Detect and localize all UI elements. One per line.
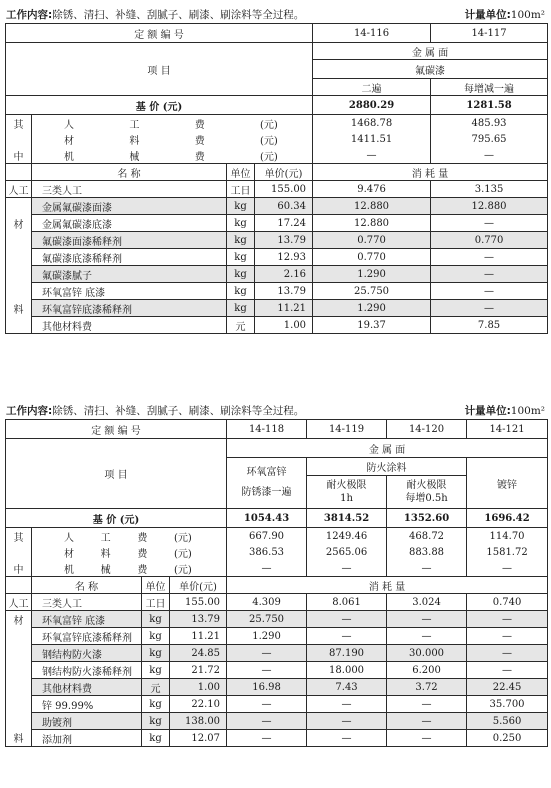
row-price: 21.72: [170, 662, 227, 679]
labor-group-label: 人工: [6, 594, 32, 611]
quota-table-2: [5, 419, 548, 747]
row-value: 9.476: [313, 181, 431, 198]
group-qi: 其: [6, 115, 32, 132]
material-cost-row: 材 料 费 (元) 386.53 2565.06 883.88 1581.72: [6, 544, 548, 560]
row-price: 22.10: [170, 696, 227, 713]
row-value: —: [227, 730, 307, 747]
material-row: [6, 215, 548, 232]
row-price: 2.16: [255, 266, 313, 283]
row-value: 1.290: [227, 628, 307, 645]
row-value: 22.45: [467, 679, 548, 696]
row-value: —: [431, 300, 548, 317]
base-price-value: 3814.52: [307, 509, 387, 528]
item-label: 项 目: [6, 43, 313, 96]
row-unit: 工日: [142, 594, 170, 611]
quota-number-label: 定 额 编 号: [6, 420, 227, 439]
fire-b-line1: 耐火极限: [406, 480, 447, 492]
row-value: 18.000: [307, 662, 387, 679]
material-cost-value: 795.65: [431, 131, 548, 147]
labor-row: [6, 594, 548, 611]
row-value: 5.560: [467, 713, 548, 730]
work-content-label: 工作内容:: [6, 405, 53, 417]
base-price-row: [6, 509, 548, 528]
col-unit-header: 单位: [142, 577, 170, 594]
material-row: [6, 232, 548, 249]
row-name: 氟碳漆腻子: [32, 266, 227, 283]
row-name: 添加剂: [32, 730, 142, 747]
machine-cost-value: —: [431, 147, 548, 164]
col-price-header: 单价(元): [255, 164, 313, 181]
galv-label: 镀锌: [467, 458, 548, 509]
quota-code: 14-118: [227, 420, 307, 439]
row-name: 助镀剂: [32, 713, 142, 730]
row-value: 0.740: [467, 594, 548, 611]
row-value: 12.880: [313, 215, 431, 232]
row-name: 环氧富锌 底漆: [32, 611, 142, 628]
row-unit: 元: [227, 317, 255, 334]
labor-group-label: 人工: [6, 181, 32, 198]
row-price: 155.00: [170, 594, 227, 611]
material-row: [6, 283, 548, 300]
quota-code: 14-116: [313, 24, 431, 43]
row-unit: 元: [142, 679, 170, 696]
row-value: —: [227, 662, 307, 679]
material-group-side: [6, 249, 32, 266]
row-value: 3.024: [387, 594, 467, 611]
quota-number-label: 定 额 编 号: [6, 24, 313, 43]
material-row: [6, 628, 548, 645]
work-content-text: 除锈、清扫、补缝、刮腻子、刷漆、刷涂料等全过程。: [52, 405, 305, 417]
base-price-row: [6, 96, 548, 115]
row-price: 13.79: [170, 611, 227, 628]
row-name: 三类人工: [32, 594, 142, 611]
material-row: [6, 696, 548, 713]
material-group-side: [6, 266, 32, 283]
material-row: [6, 249, 548, 266]
row-value: 8.061: [307, 594, 387, 611]
material-group-side: [6, 232, 32, 249]
labor-row: [6, 181, 548, 198]
row-value: 19.37: [313, 317, 431, 334]
fire-a-line1: 耐火极限: [326, 480, 367, 492]
row-price: 13.79: [255, 232, 313, 249]
material-group-side: [6, 679, 32, 696]
row-name: 金属氟碳漆底漆: [32, 215, 227, 232]
base-price-value: 1352.60: [387, 509, 467, 528]
base-price-value: 2880.29: [313, 96, 431, 115]
material-group-side: [6, 662, 32, 679]
material-cost-value: 1581.72: [467, 544, 548, 560]
base-price-value: 1054.43: [227, 509, 307, 528]
row-value: —: [431, 283, 548, 300]
labor-cost-row: 其 人 工 费 (元) 1468.78 485.93: [6, 115, 548, 132]
row-value: 25.750: [227, 611, 307, 628]
row-price: 17.24: [255, 215, 313, 232]
material-group-liao: 料: [6, 730, 32, 747]
quota-table-1: [5, 23, 548, 334]
material-row: [6, 713, 548, 730]
material-row: [6, 679, 548, 696]
row-unit: kg: [142, 662, 170, 679]
row-name: 氟碳漆底漆稀释剂: [32, 249, 227, 266]
column-header-row: [6, 164, 548, 181]
quota-code: 14-120: [387, 420, 467, 439]
row-value: 0.770: [313, 232, 431, 249]
row-value: 87.190: [307, 645, 387, 662]
col-name-header: 名 称: [32, 577, 142, 594]
quota-code: 14-121: [467, 420, 548, 439]
row-unit: kg: [227, 198, 255, 215]
row-value: 0.770: [313, 249, 431, 266]
row-value: 3.72: [387, 679, 467, 696]
row-value: 35.700: [467, 696, 548, 713]
machine-cost-value: —: [307, 560, 387, 577]
labor-cost-value: 1249.46: [307, 528, 387, 545]
row-price: 11.21: [255, 300, 313, 317]
col-name-header: 名 称: [32, 164, 227, 181]
row-price: 1.00: [170, 679, 227, 696]
row-price: 155.00: [255, 181, 313, 198]
material-cost-value: 1411.51: [313, 131, 431, 147]
material-group-side: [6, 713, 32, 730]
material-cost-row: 材 料 费 (元) 1411.51 795.65: [6, 131, 548, 147]
row-value: —: [467, 662, 548, 679]
row-value: 7.43: [307, 679, 387, 696]
material-row: [6, 645, 548, 662]
material-row: [6, 266, 548, 283]
unit-value: 100m²: [510, 9, 545, 21]
row-name: 环氧富锌 底漆: [32, 283, 227, 300]
row-name: 其他材料费: [32, 317, 227, 334]
row-unit: kg: [142, 730, 170, 747]
base-price-label: 基 价 (元): [6, 96, 313, 115]
row-value: 0.250: [467, 730, 548, 747]
col1-title-a: 环氧富锌: [246, 467, 287, 478]
subcategory-label: 氟碳漆: [313, 60, 548, 79]
col1-title-b: 防锈漆一遍: [241, 487, 292, 498]
labor-cost-value: 114.70: [467, 528, 548, 545]
row-value: —: [307, 730, 387, 747]
row-value: 4.309: [227, 594, 307, 611]
group-qi: 其: [6, 528, 32, 545]
row-price: 11.21: [170, 628, 227, 645]
col-price-header: 单价(元): [170, 577, 227, 594]
row-name: 三类人工: [32, 181, 227, 198]
row-price: 13.79: [255, 283, 313, 300]
row-value: —: [227, 645, 307, 662]
material-rows: [6, 198, 548, 334]
row-name: 环氧富锌底漆稀释剂: [32, 628, 142, 645]
fire-a-line2: 1h: [340, 493, 353, 505]
unit-label: 计量单位:: [464, 405, 511, 417]
row-value: 1.290: [313, 266, 431, 283]
quota-code: 14-117: [431, 24, 548, 43]
fire-group-label: 防火涂料: [307, 458, 467, 476]
unit-label: 计量单位:: [464, 9, 511, 21]
row-name: 锌 99.99%: [32, 696, 142, 713]
row-value: 0.770: [431, 232, 548, 249]
row-value: —: [431, 266, 548, 283]
row-value: —: [307, 628, 387, 645]
machine-cost-value: —: [313, 147, 431, 164]
material-group-cai: 材: [6, 611, 32, 628]
row-value: 12.880: [313, 198, 431, 215]
machine-cost-value: —: [227, 560, 307, 577]
material-row: [6, 730, 548, 747]
category-label: 金 属 面: [313, 43, 548, 60]
fire-b-line2: 每增0.5h: [405, 493, 448, 505]
col-consume-header: 消 耗 量: [227, 577, 548, 594]
row-value: 3.135: [431, 181, 548, 198]
material-row: [6, 662, 548, 679]
row-unit: kg: [142, 696, 170, 713]
material-group-side: [6, 696, 32, 713]
row-unit: kg: [227, 283, 255, 300]
row-value: —: [467, 611, 548, 628]
row-value: —: [431, 249, 548, 266]
machine-cost-value: —: [387, 560, 467, 577]
labor-cost-value: 485.93: [431, 115, 548, 132]
col-unit-header: 单位: [227, 164, 255, 181]
row-value: 30.000: [387, 645, 467, 662]
labor-cost-value: 1468.78: [313, 115, 431, 132]
col-consume-header: 消 耗 量: [313, 164, 548, 181]
row-value: 7.85: [431, 317, 548, 334]
category-label: 金 属 面: [227, 439, 548, 458]
row-value: —: [387, 713, 467, 730]
row-price: 1.00: [255, 317, 313, 334]
row-name: 其他材料费: [32, 679, 142, 696]
machine-cost-row: 中 机 械 费 (元) — —: [6, 147, 548, 164]
labor-cost-value: 667.90: [227, 528, 307, 545]
material-group-side: [6, 198, 32, 215]
group-zhong: 中: [6, 560, 32, 577]
material-group-side: [6, 628, 32, 645]
work-content-header-2: [0, 401, 551, 419]
row-price: 12.93: [255, 249, 313, 266]
material-row: [6, 317, 548, 334]
row-value: —: [227, 713, 307, 730]
work-content-label: 工作内容:: [6, 9, 53, 21]
row-value: 6.200: [387, 662, 467, 679]
material-group-side: [6, 283, 32, 300]
row-unit: kg: [142, 611, 170, 628]
machine-cost-row: 中 机 械 费 (元) — — — —: [6, 560, 548, 577]
base-price-value: 1281.58: [431, 96, 548, 115]
row-value: —: [227, 696, 307, 713]
work-content-text: 除锈、清扫、补缝、刮腻子、刷漆、刷涂料等全过程。: [52, 9, 305, 21]
base-price-value: 1696.42: [467, 509, 548, 528]
row-value: —: [307, 713, 387, 730]
material-row: [6, 300, 548, 317]
row-name: 钢结构防火漆稀释剂: [32, 662, 142, 679]
unit-value: 100m²: [510, 405, 545, 417]
row-value: —: [307, 611, 387, 628]
row-value: —: [467, 628, 548, 645]
material-cost-value: 883.88: [387, 544, 467, 560]
row-price: 24.85: [170, 645, 227, 662]
row-value: 1.290: [313, 300, 431, 317]
column-header-row: [6, 577, 548, 594]
row-unit: kg: [142, 628, 170, 645]
material-group-side: [6, 317, 32, 334]
material-rows: [6, 611, 548, 747]
row-price: 138.00: [170, 713, 227, 730]
row-unit: kg: [227, 300, 255, 317]
material-cost-value: 386.53: [227, 544, 307, 560]
row-unit: kg: [142, 645, 170, 662]
material-group-liao: 料: [6, 300, 32, 317]
row-value: 12.880: [431, 198, 548, 215]
row-unit: kg: [227, 249, 255, 266]
row-name: 钢结构防火漆: [32, 645, 142, 662]
variant-label: 每增减一遍: [431, 79, 548, 96]
row-unit: kg: [227, 266, 255, 283]
work-content-header-1: [0, 5, 551, 23]
material-row: [6, 611, 548, 628]
quota-number-row: [6, 420, 548, 439]
quota-number-row: [6, 24, 548, 43]
row-price: 12.07: [170, 730, 227, 747]
row-value: —: [387, 611, 467, 628]
row-name: 金属氟碳漆面漆: [32, 198, 227, 215]
variant-label: 二遍: [313, 79, 431, 96]
row-unit: kg: [142, 713, 170, 730]
material-cost-value: 2565.06: [307, 544, 387, 560]
group-zhong: 中: [6, 147, 32, 164]
row-unit: 工日: [227, 181, 255, 198]
material-row: [6, 198, 548, 215]
labor-cost-value: 468.72: [387, 528, 467, 545]
row-value: —: [387, 628, 467, 645]
row-value: 16.98: [227, 679, 307, 696]
base-price-label: 基 价 (元): [6, 509, 227, 528]
quota-code: 14-119: [307, 420, 387, 439]
row-name: 氟碳漆面漆稀释剂: [32, 232, 227, 249]
item-label: 项 目: [6, 439, 227, 509]
row-value: —: [467, 645, 548, 662]
row-value: 25.750: [313, 283, 431, 300]
row-name: 环氧富锌底漆稀释剂: [32, 300, 227, 317]
row-value: —: [387, 730, 467, 747]
material-group-side: [6, 645, 32, 662]
row-price: 60.34: [255, 198, 313, 215]
row-value: —: [431, 215, 548, 232]
machine-cost-value: —: [467, 560, 548, 577]
material-group-cai: 材: [6, 215, 32, 232]
row-value: —: [307, 696, 387, 713]
row-value: —: [387, 696, 467, 713]
labor-cost-row: 其 人 工 费 (元) 667.90 1249.46 468.72 114.70: [6, 528, 548, 545]
row-unit: kg: [227, 232, 255, 249]
row-unit: kg: [227, 215, 255, 232]
